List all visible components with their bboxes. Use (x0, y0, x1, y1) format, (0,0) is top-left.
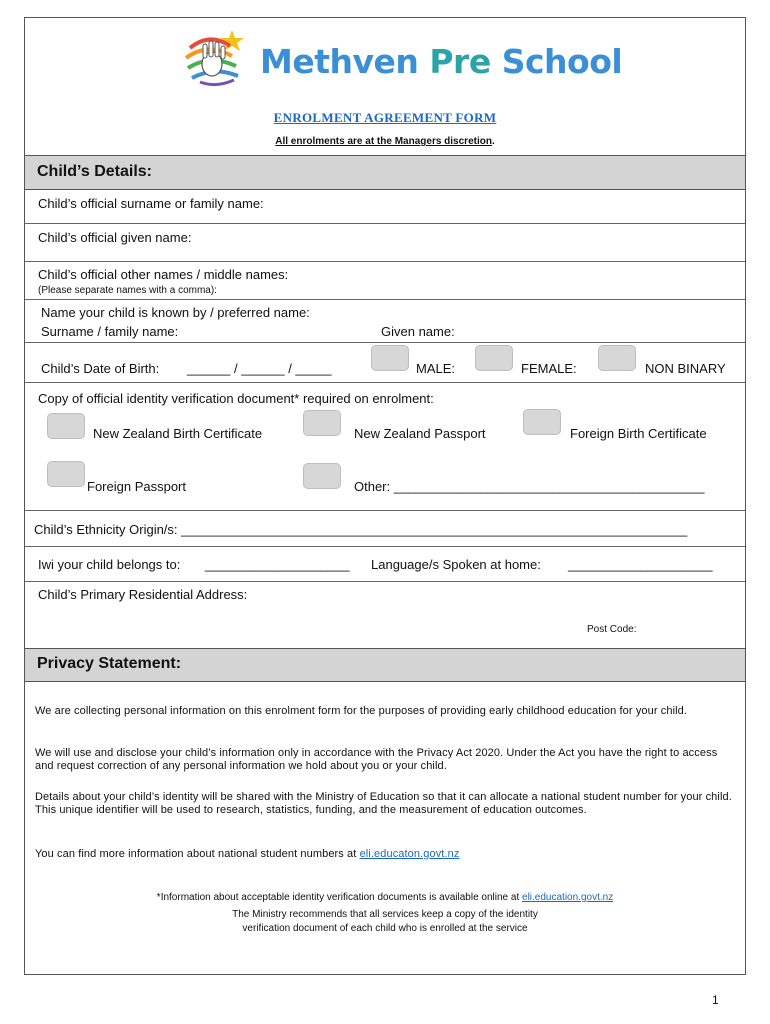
foreign-passport-checkbox[interactable] (47, 461, 85, 487)
known-by-label: Name your child is known by / preferred name: (41, 305, 310, 320)
given-name-label: Child’s official given name: (38, 230, 192, 245)
school-name (260, 42, 622, 81)
nsn-info-link[interactable]: eli.educaton.govt.nz (359, 848, 460, 860)
postcode-label: Post Code: (587, 624, 637, 635)
ministry-note-line-1: The Ministry recommends that all services keep a copy of the identity (232, 909, 538, 920)
privacy-heading: Privacy Statement: (37, 655, 182, 672)
discretion-note (25, 136, 745, 147)
privacy-paragraph-2: We will use and disclose your child’s information only in accordance with the Privacy Act 2020. Under the Act you have the right to access and request correction of any personal information we hold about you or your child. (35, 747, 718, 772)
privacy-paragraph-1: We are collecting personal information on this enrolment form for the purposes of providing early childhood education for your child. (35, 705, 688, 717)
enrolment-form (24, 17, 746, 975)
discretion-note-text: All enrolments are at the Managers discretion (275, 136, 492, 147)
privacy-header (25, 648, 745, 682)
divider (25, 546, 745, 547)
childs-details-heading: Child’s Details: (37, 163, 152, 180)
known-given-label: Given name: (381, 324, 455, 339)
divider (25, 382, 745, 383)
male-label: MALE: (416, 361, 456, 376)
privacy-paragraph-4 (35, 848, 735, 861)
privacy-paragraph-3: Details about your child’s identity will be shared with the Ministry of Education so that it can allocate a national student number for your child. This unique identifier will be used to research, statistics, funding, and the measurement of education outcomes. (35, 791, 732, 816)
id-docs-note-text: *Information about acceptable identity verification documents is available online at (156, 892, 523, 903)
page-number: 1 (712, 993, 719, 1007)
iwi-label: Iwi your child belongs to: (38, 557, 181, 572)
surname-label: Child’s official surname or family name: (38, 196, 264, 211)
nsn-info-text: You can find more information about national student numbers at (35, 848, 360, 860)
language-input[interactable]: ____________________ (568, 557, 713, 572)
other-doc-field[interactable]: Other: ___________________________________________ (354, 479, 705, 494)
divider (25, 299, 745, 300)
foreign-birth-cert-checkbox[interactable] (523, 409, 561, 435)
non-binary-label: NON BINARY (645, 361, 726, 376)
nz-passport-label: New Zealand Passport (354, 426, 486, 441)
known-surname-label: Surname / family name: (41, 324, 179, 339)
ethnicity-field[interactable]: Child’s Ethnicity Origin/s: ______________________________________________________________________ (34, 522, 688, 537)
ministry-note-line-2: verification document of each child who is enrolled at the service (242, 923, 528, 934)
dob-label: Child’s Date of Birth: (41, 361, 160, 376)
foreign-passport-label: Foreign Passport (87, 479, 186, 494)
nz-birth-cert-checkbox[interactable] (47, 413, 85, 439)
school-logo (180, 28, 650, 98)
female-checkbox[interactable] (475, 345, 513, 371)
address-label: Child’s Primary Residential Address: (38, 587, 248, 602)
id-docs-note-link[interactable]: eli.education.govt.nz (522, 892, 614, 903)
discretion-note-period: . (491, 136, 495, 147)
iwi-input[interactable]: ____________________ (205, 557, 350, 572)
divider (25, 510, 745, 511)
other-names-hint: (Please separate names with a comma): (38, 285, 217, 296)
foreign-birth-cert-label: Foreign Birth Certificate (570, 426, 707, 441)
divider (25, 581, 745, 582)
dob-input[interactable]: ______ / ______ / _____ (187, 361, 332, 376)
childs-details-header (25, 155, 745, 190)
divider (25, 342, 745, 343)
nz-passport-checkbox[interactable] (303, 410, 341, 436)
non-binary-checkbox[interactable] (598, 345, 636, 371)
school-name-word3: School (501, 42, 623, 81)
form-title: ENROLMENT AGREEMENT FORM (273, 110, 497, 125)
other-names-label: Child’s official other names / middle names: (38, 267, 289, 282)
id-doc-label: Copy of official identity verification document* required on enrolment: (38, 391, 434, 406)
school-name-word1: Methven (260, 42, 419, 81)
language-label: Language/s Spoken at home: (371, 557, 541, 572)
other-doc-checkbox[interactable] (303, 463, 341, 489)
handprint-logo-icon (180, 28, 252, 90)
id-docs-note (25, 891, 745, 905)
nz-birth-cert-label: New Zealand Birth Certificate (93, 426, 263, 441)
divider (25, 261, 745, 262)
male-checkbox[interactable] (371, 345, 409, 371)
female-label: FEMALE: (521, 361, 577, 376)
divider (25, 223, 745, 224)
school-name-word2: Pre (429, 42, 491, 81)
